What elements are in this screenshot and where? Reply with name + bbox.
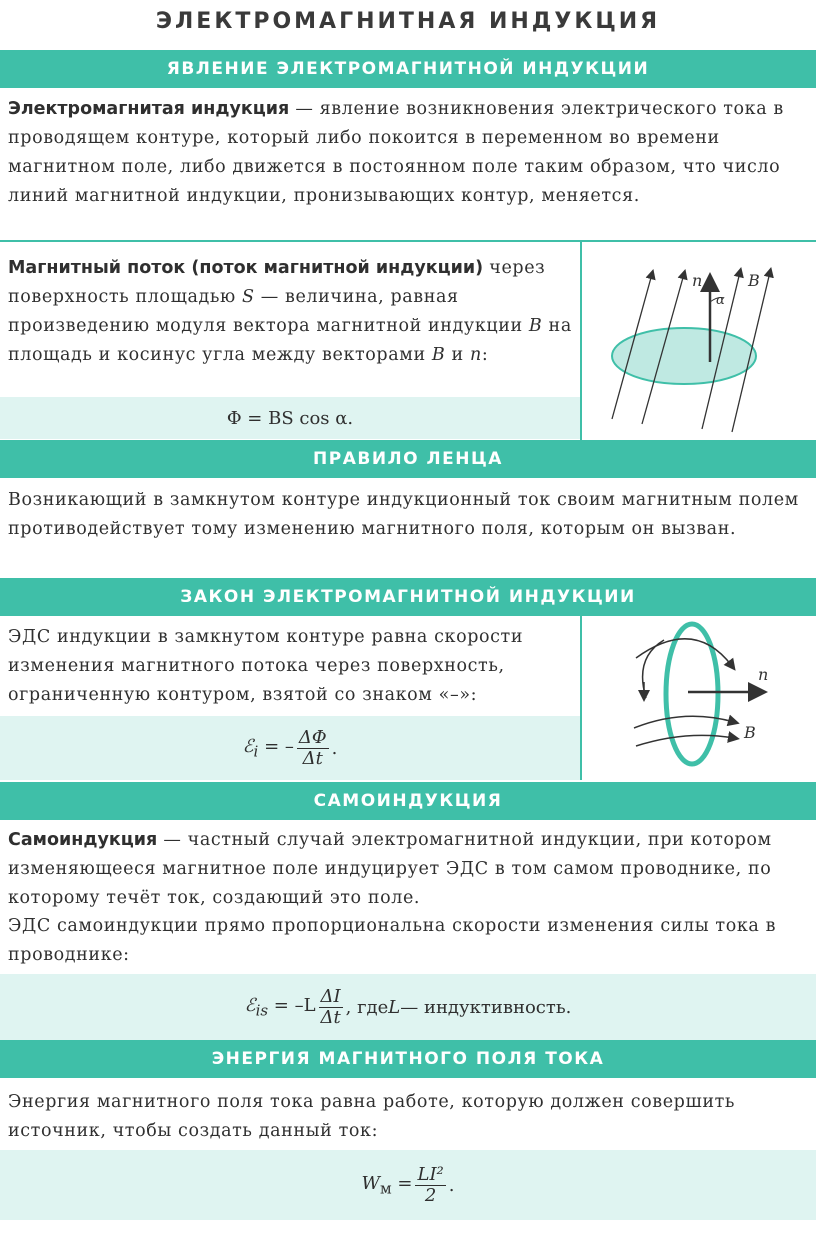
emf-subscript: is [255, 1001, 269, 1020]
var-s: S [241, 287, 255, 307]
divider [580, 240, 582, 440]
flux-figure [584, 244, 812, 438]
energy-formula [0, 1150, 816, 1220]
self-fraction [319, 987, 343, 1028]
law-fraction-den: Δt [302, 747, 323, 769]
induction-definition [8, 95, 808, 211]
var-l: L [388, 996, 401, 1018]
energy-fraction [415, 1165, 445, 1206]
section-header-self: САМОИНДУКЦИЯ [0, 782, 816, 820]
law-fraction-num: ΔΦ [298, 726, 327, 748]
self-term: Самоиндукция [8, 830, 158, 850]
contour-oval [612, 328, 756, 384]
emf-symbol: ℰ [242, 735, 254, 757]
section-header-lenz: ПРАВИЛО ЛЕНЦА [0, 440, 816, 478]
label-n: n [692, 271, 703, 290]
self-text-2: ЭДС самоиндукции прямо пропорциональна скорости изменения силы тока в проводнике: [8, 916, 777, 965]
law-text: ЭДС индукции в замкнутом контуре равна скорости изменения магнитного потока через поверхность, ограниченную контуром, взятой со знаком «–»: [8, 627, 524, 705]
law-formula-end: . [331, 737, 338, 759]
flux-definition [8, 254, 574, 370]
flux-text-and: и [445, 345, 470, 365]
law-fraction [297, 728, 329, 769]
section-header-energy: ЭНЕРГИЯ МАГНИТНОГО ПОЛЯ ТОКА [0, 1040, 816, 1078]
label-b: B [744, 723, 756, 742]
divider [0, 240, 816, 242]
self-text: — частный случай электромагнитной индукции, при котором изменяющееся магнитное поле индуцирует ЭДС в том самом проводнике, по которому течёт ток, создающий это поле. [8, 830, 772, 908]
flux-text-3: на площадь и косинус угла между векторами [8, 316, 572, 365]
label-alpha: α [716, 293, 725, 308]
law-figure [584, 618, 812, 780]
self-fraction-den: Δt [320, 1006, 341, 1028]
flux-term: Магнитный поток (поток магнитной индукции) [8, 258, 484, 278]
section-header-law: ЗАКОН ЭЛЕКТРОМАГНИТНОЙ ИНДУКЦИИ [0, 578, 816, 616]
self-formula [0, 974, 816, 1040]
label-n: n [758, 665, 769, 684]
lenz-text: Возникающий в замкнутом контуре индукционный ток своим магнитным полем противодействует тому изменению магнитного поля, которым он вызван. [8, 490, 799, 539]
induction-term: Электромагнитая индукция [8, 99, 290, 119]
energy-fraction-num: LI² [417, 1163, 444, 1185]
self-formula-tail: — индуктивность. [400, 996, 572, 1018]
vector-b: B [528, 316, 543, 336]
section-header-induction: ЯВЛЕНИЕ ЭЛЕКТРОМАГНИТНОЙ ИНДУКЦИИ [0, 50, 816, 88]
flux-text-colon: : [481, 345, 489, 365]
self-formula-eq: = –L [268, 994, 316, 1016]
energy-formula-eq: = [391, 1172, 413, 1194]
law-formula-eq: = – [258, 735, 294, 757]
energy-subscript: м [380, 1179, 392, 1198]
self-definition [8, 826, 808, 913]
energy-symbol: W [361, 1172, 380, 1194]
divider [580, 616, 582, 780]
emf-subscript: i [253, 742, 259, 761]
self-fraction-num: ΔI [320, 985, 341, 1007]
self-formula-end: , где [345, 996, 389, 1018]
emf-symbol: ℰ [244, 994, 256, 1016]
vector-n: n [469, 345, 482, 365]
flux-text-2: — величина, равная произведению модуля вектора магнитной индукции [8, 287, 529, 336]
page-title: ЭЛЕКТРОМАГНИТНАЯ ИНДУКЦИЯ [155, 9, 661, 34]
label-b: B [748, 271, 760, 290]
flux-formula [0, 397, 580, 439]
flux-formula-text: Φ = BS cos α. [226, 407, 354, 429]
law-formula [0, 716, 580, 780]
energy-fraction-den: 2 [424, 1184, 437, 1206]
induction-text: — явление возникновения электрического тока в проводящем контуре, который либо покоится в переменном во времени магнитном поле, либо движется в постоянном поле таким образом, что число линий магнитной индукции, пронизывающих контур, меняется. [8, 99, 784, 206]
energy-formula-end: . [448, 1174, 455, 1196]
vector-b-2: B [431, 345, 446, 365]
flux-text-1: через поверхность площадью [8, 258, 546, 307]
energy-text: Энергия магнитного поля тока равна работе, которую должен совершить источник, чтобы создать данный ток: [8, 1092, 736, 1141]
